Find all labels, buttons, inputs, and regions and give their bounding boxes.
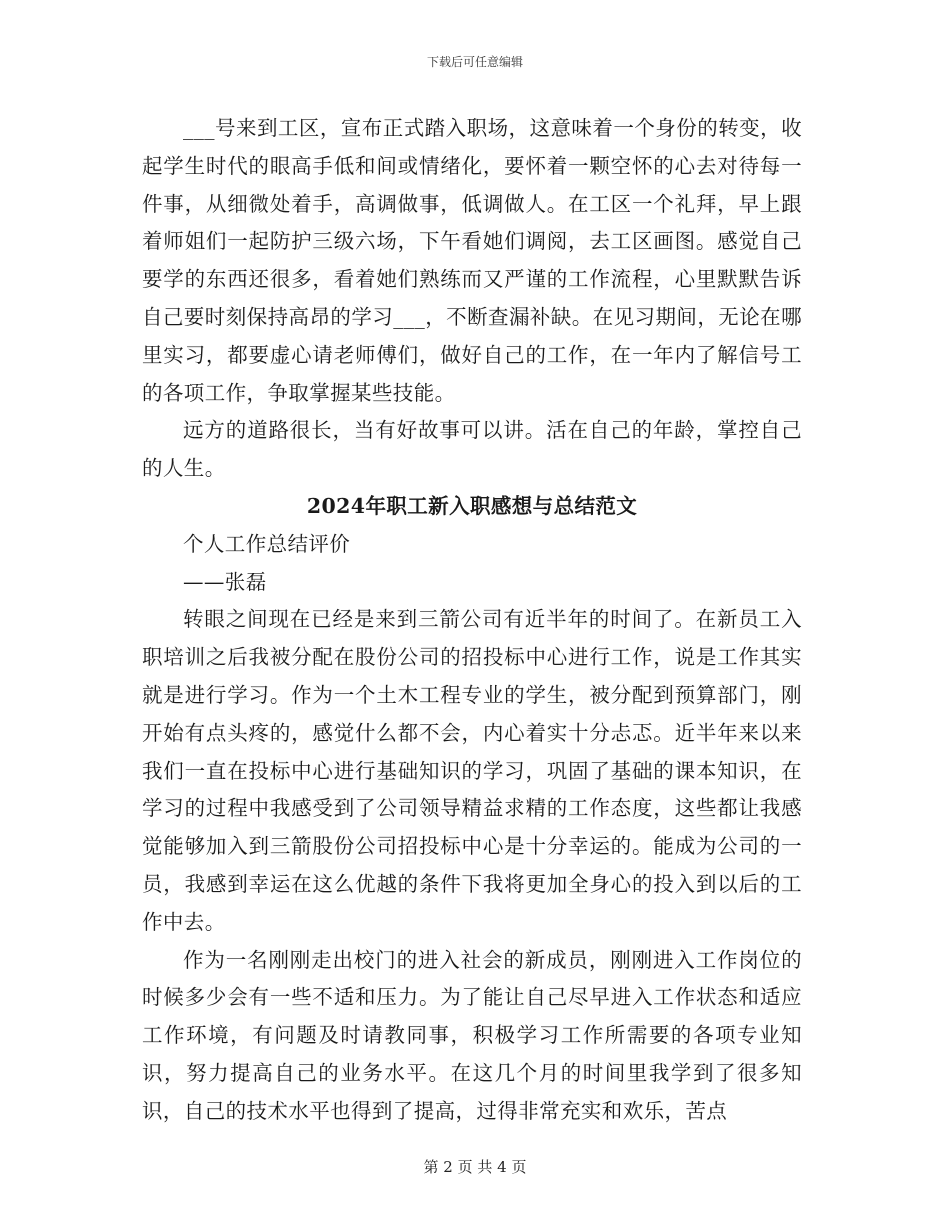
- page-header: 下载后可任意编辑: [426, 55, 523, 69]
- paragraph: 远方的道路很长，当有好故事可以讲。活在自己的年龄，掌控自己的人生。: [142, 418, 802, 481]
- paragraph: 转眼之间现在已经是来到三箭公司有近半年的时间了。在新员工入职培训之后我被分配在股份公司的招投标中心进行工作，说是工作其实就是进行学习。作为一个土木工程专业的学生，被分配到预算部门，刚开始有点头疼的，感觉什么都不会，内心着实十分忐忑。近半年来以来我们一直在投标中心进行基础知识的学习，巩固了基础的课本知识，在学习的过程中我感受到了公司领导精益求精的工作态度，这些都让我感觉能够加入到三箭股份公司招投标中心是十分幸运的。能成为公司的一员，我感到幸运在这么优越的条件下我将更加全身心的投入到以后的工作中去。: [142, 607, 802, 934]
- author-line: ——张磊: [183, 569, 267, 594]
- paragraph: 作为一名刚刚走出校门的进入社会的新成员，刚刚进入工作岗位的时候多少会有一些不适和压力。为了能让自己尽早进入工作状态和适应工作环境，有问题及时请教同事，积极学习工作所需要的各项专业知识，努力提高自己的业务水平。在这几个月的时间里我学到了很多知识，自己的技术水平也得到了提高，过得非常充实和欢乐，苦点: [142, 947, 802, 1123]
- subtitle: 个人工作总结评价: [183, 531, 351, 556]
- document-body: [142, 110, 802, 1131]
- section-title: 2024年职工新入职感想与总结范文: [306, 493, 638, 518]
- paragraph: ___号来到工区，宣布正式踏入职场，这意味着一个身份的转变，收起学生时代的眼高手低和间或情绪化，要怀着一颗空怀的心去对待每一件事，从细微处着手，高调做事，低调做人。在工区一个礼拜，早上跟着师姐们一起防护三级六场，下午看她们调阅，去工区画图。感觉自己要学的东西还很多，看着她们熟练而又严谨的工作流程，心里默默告诉自己要时刻保持高昂的学习___，不断查漏补缺。在见习期间，无论在哪里实习，都要虚心请老师傅们，做好自己的工作，在一年内了解信号工的各项工作，争取掌握某些技能。: [142, 116, 802, 405]
- page-number: 第 2 页 共 4 页: [423, 1158, 527, 1176]
